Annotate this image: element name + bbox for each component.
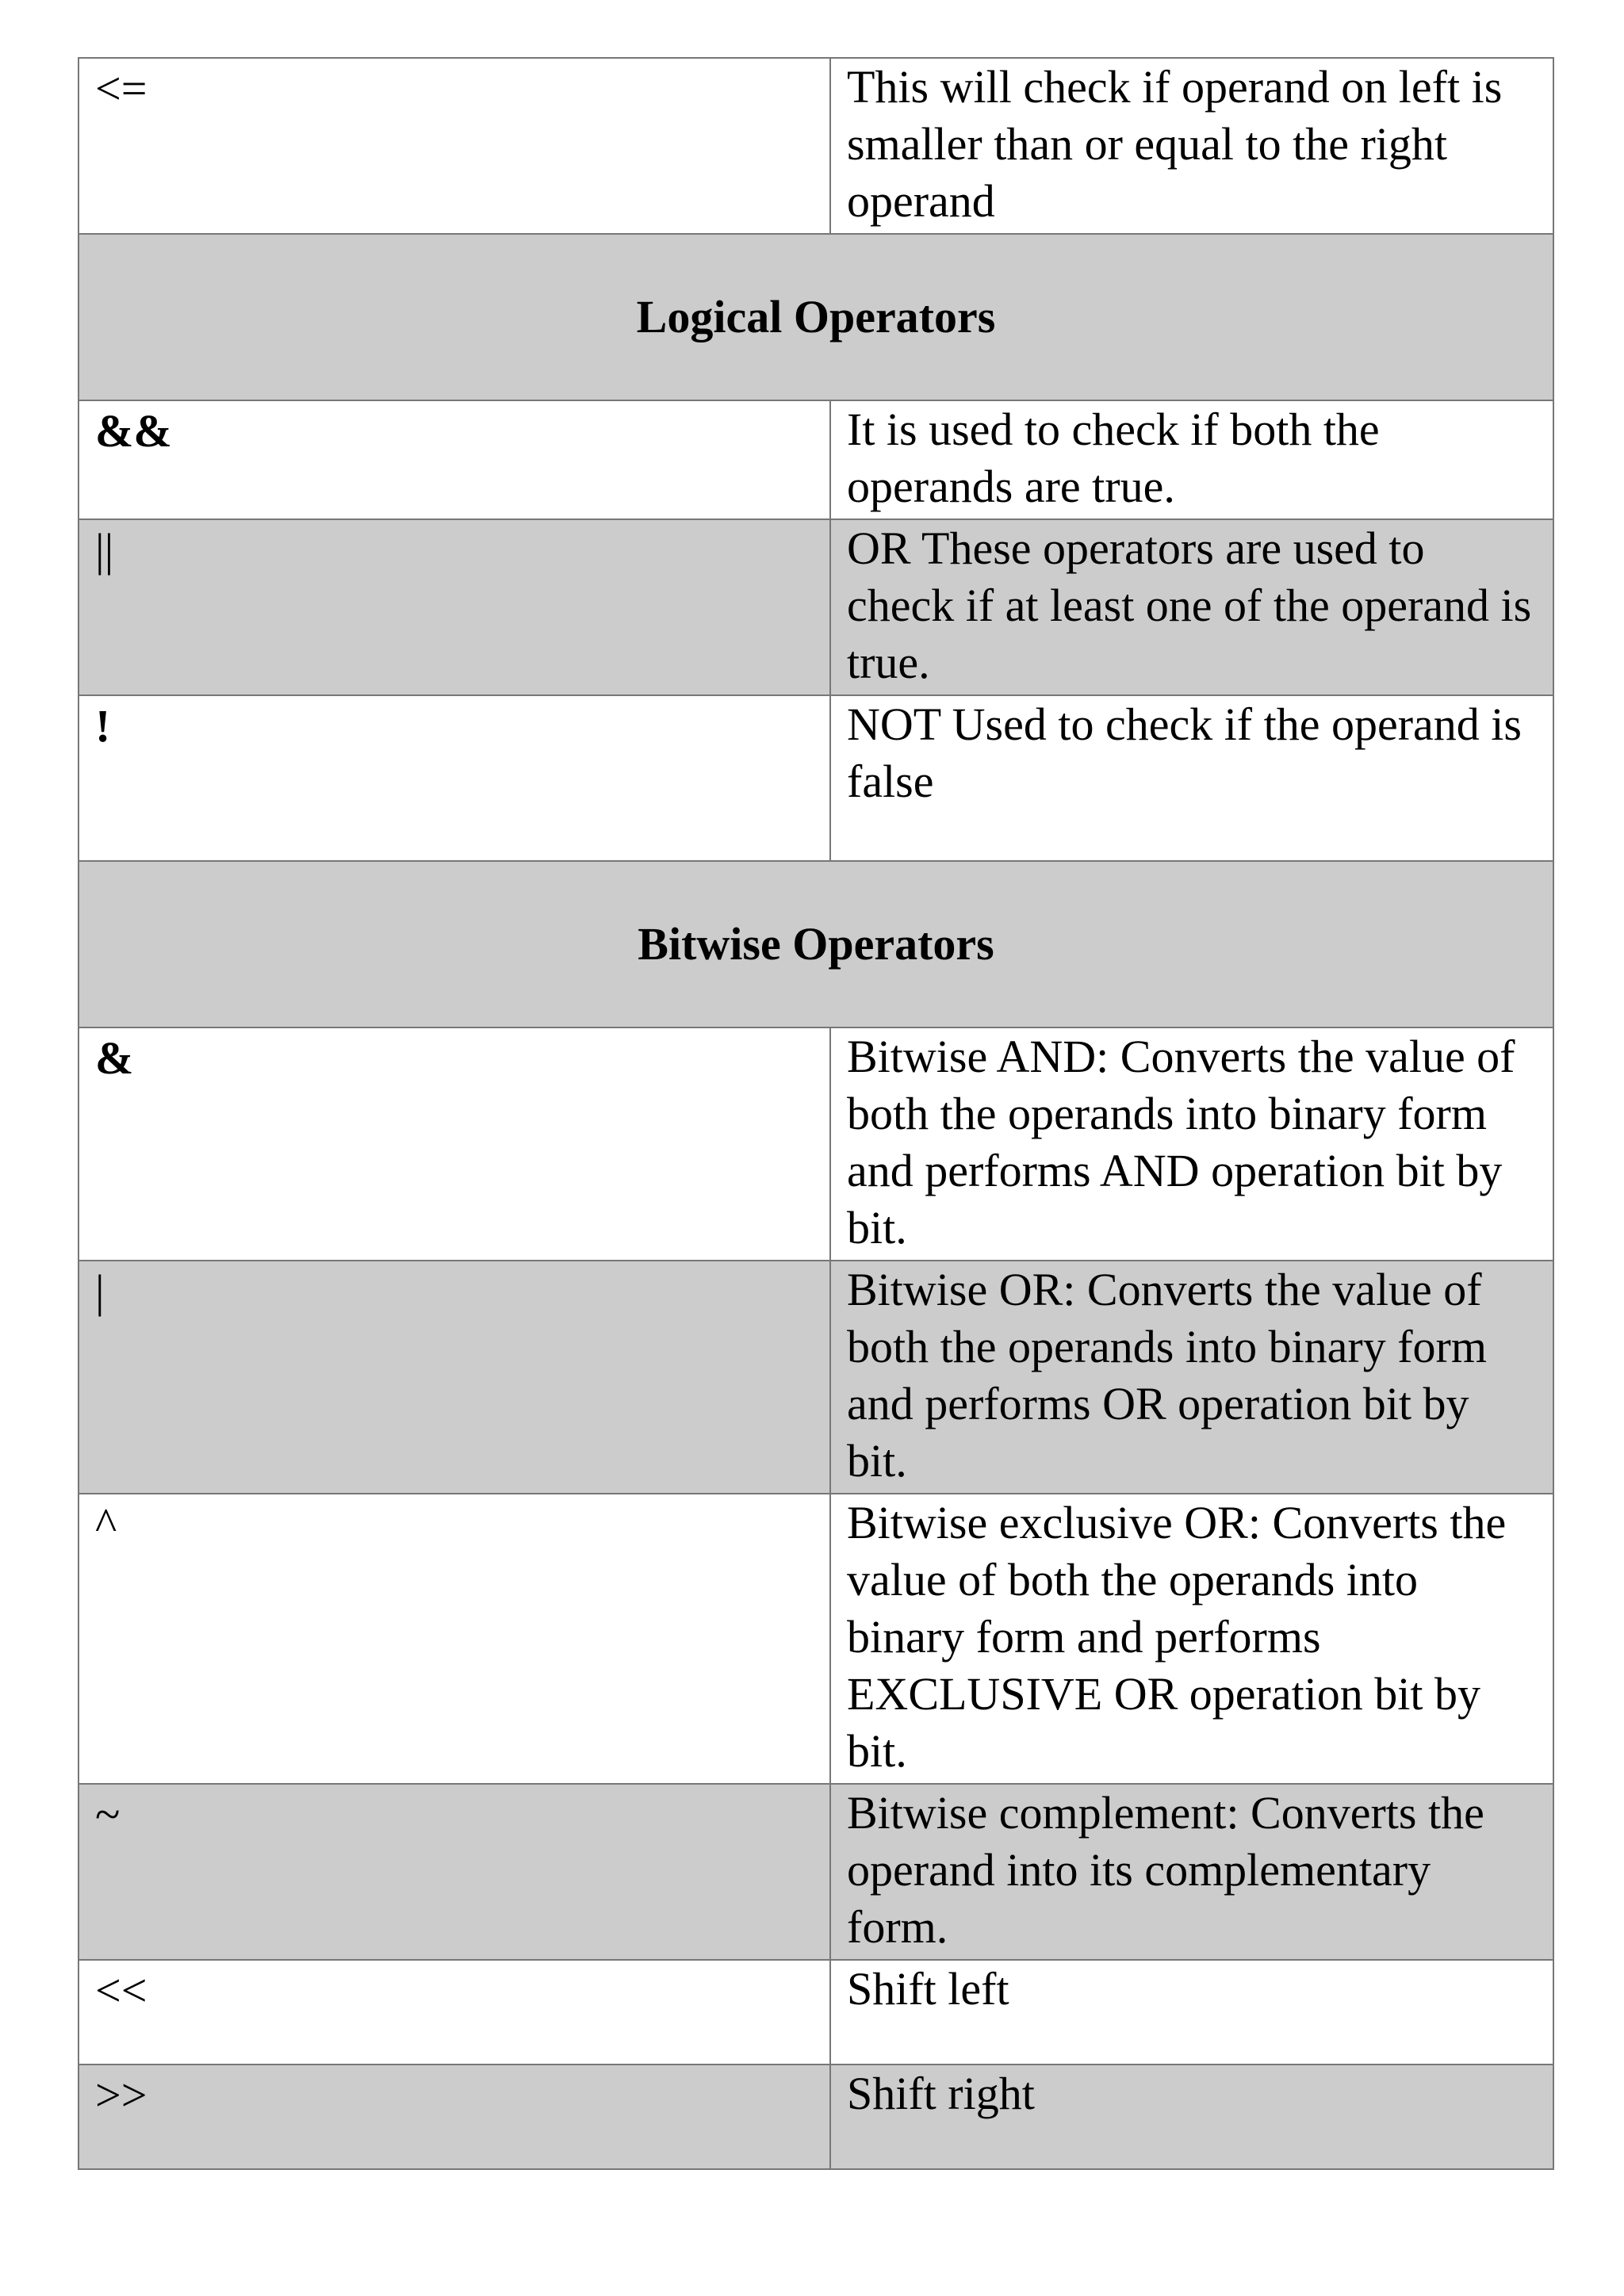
operator-description: OR These operators are used to check if at least one of the operand is true.: [830, 519, 1553, 695]
operator-row: [79, 1027, 1553, 1261]
operators-table: [78, 57, 1554, 2170]
section-title: Logical Operators: [79, 234, 1553, 400]
operator-symbol: !: [79, 695, 830, 861]
operator-symbol: ||: [79, 519, 830, 695]
operator-symbol: &&: [79, 400, 830, 519]
operator-row: [79, 1261, 1553, 1494]
operator-row: [79, 1784, 1553, 1960]
operator-description: Bitwise exclusive OR: Converts the value of both the operands into binary form and performs EXCLUSIVE OR operation bit by bit.: [830, 1494, 1553, 1784]
operator-symbol: <<: [79, 1960, 830, 2064]
operator-row: [79, 400, 1553, 519]
section-header-row: [79, 234, 1553, 400]
operator-symbol: <=: [79, 58, 830, 234]
operator-description: NOT Used to check if the operand is false: [830, 695, 1553, 861]
operator-symbol: ^: [79, 1494, 830, 1784]
operator-symbol: &: [79, 1027, 830, 1261]
operator-row: [79, 1494, 1553, 1784]
operator-row: [79, 58, 1553, 234]
operator-row: [79, 2064, 1553, 2169]
operator-symbol: |: [79, 1261, 830, 1494]
operator-row: [79, 1960, 1553, 2064]
operator-description: Shift right: [830, 2064, 1553, 2169]
operator-row: [79, 519, 1553, 695]
operator-row: [79, 695, 1553, 861]
section-title: Bitwise Operators: [79, 861, 1553, 1027]
operator-description: This will check if operand on left is smaller than or equal to the right operand: [830, 58, 1553, 234]
section-header-row: [79, 861, 1553, 1027]
operator-symbol: >>: [79, 2064, 830, 2169]
operator-symbol: ~: [79, 1784, 830, 1960]
operator-description: Bitwise complement: Converts the operand into its complementary form.: [830, 1784, 1553, 1960]
operator-description: Bitwise AND: Converts the value of both the operands into binary form and performs AND operation bit by bit.: [830, 1027, 1553, 1261]
operator-description: It is used to check if both the operands are true.: [830, 400, 1553, 519]
operator-description: Shift left: [830, 1960, 1553, 2064]
operator-description: Bitwise OR: Converts the value of both the operands into binary form and performs OR operation bit by bit.: [830, 1261, 1553, 1494]
